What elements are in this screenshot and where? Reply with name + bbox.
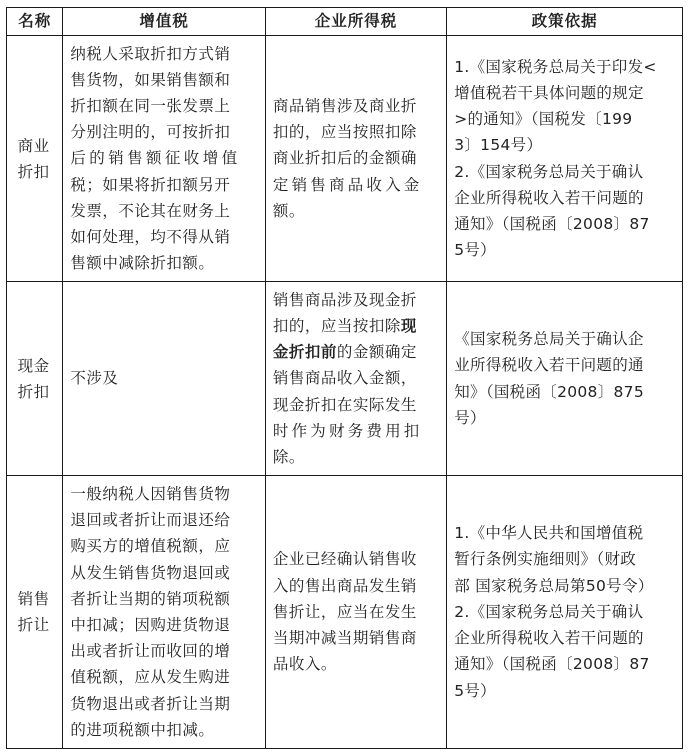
vat-cell [63,476,265,749]
vat-text-line: 发票，不论其在财务上 [70,201,231,220]
cit-text-line: 销售商品收入金额， [272,369,417,388]
policy-cell [447,476,683,749]
row-name-line: 商业 [17,136,50,155]
policy-text-line: 暂行条例实施细则》（财政 [454,550,637,569]
cit-text-line: 品收入。 [272,655,337,674]
cit-text-line [273,313,440,339]
cit-text-line: 扣的，应当按照扣除 [272,123,417,142]
cit-text-line: 除。 [272,448,305,466]
cit-cell [265,282,446,476]
vat-text-line: 出或者折让而收回的增 [70,642,231,661]
cit-text-segment: 扣的，应当按扣除 [272,316,401,335]
vat-text-line: 从发生销售货物退回或 [70,563,231,582]
cit-bold-segment: 金折扣前 [272,343,337,362]
vat-cell [63,36,265,282]
cit-text-line: 销售商品涉及现金折 [272,290,417,309]
vat-text-line: 纳税人采取折扣方式销 [70,44,231,63]
policy-text-line: 3〕154号） [454,136,543,155]
row-name-line: 折让 [17,616,50,634]
header-row [7,8,683,36]
cit-text-line: 现金折扣在实际发生 [272,395,417,414]
policy-text-line: 知》（国税函〔2008〕875 [454,382,645,401]
vat-text-line: 购买方的增值税额，应 [70,537,231,556]
cit-text-line: 售折让，应当在发生 [272,602,417,621]
vat-text-line: 折扣额在同一张发票上 [70,96,231,115]
cit-bold-segment: 现 [400,316,417,335]
vat-text-line: 中扣减；因购进货物退 [70,616,231,634]
vat-text-line: 一般纳税人因销售货物 [70,484,231,503]
policy-cell [447,282,683,476]
vat-text-line: 的进项税额中扣减。 [70,720,215,739]
cit-text-segment: 的金额确定 [336,343,417,362]
policy-text-line: 号） [454,408,486,427]
cit-text-line: 商业折扣后的金额确 [272,149,417,168]
cit-text-line: 额。 [272,201,305,220]
cit-text-line: 时作为财务费用扣 [272,421,423,440]
policy-text-line: 1.《国家税务总局关于印发< [454,57,657,76]
vat-text-line: 分别注明的，可按折扣 [70,123,231,142]
policy-text-line: 业所得税收入若干问题的通 [454,356,644,375]
policy-text-line: 企业所得税收入若干问题的 [454,629,644,648]
vat-text-line: 后的销售额征收增值 [70,149,241,168]
vat-text-line: 值税额，应从发生购进 [70,668,231,687]
row-name-line: 折扣 [17,382,50,401]
vat-text-line: 者折让当期的销项税额 [70,589,231,608]
cit-cell [265,36,446,282]
vat-text-line: 不涉及 [70,369,119,388]
policy-text-line: 增值税若干具体问题的规定 [454,83,644,102]
vat-cell [63,282,265,476]
cit-text-line: 企业已经确认销售收 [272,550,417,569]
row-name-cell [7,476,63,749]
discount-tax-comparison-table [6,7,683,749]
vat-text-line: 售额中减除折扣额。 [70,254,215,273]
cit-cell [265,476,446,749]
table-row-cash-discount [7,282,683,476]
header-vat: 增值税 [63,8,265,36]
header-name: 名称 [7,8,63,36]
vat-text-line: 退回或者折让而退还给 [70,511,231,530]
vat-text-line: 如何处理，均不得从销 [70,228,231,246]
cit-text-line [273,339,440,365]
row-name-cell [7,282,63,476]
row-name-cell [7,36,63,282]
vat-text-line: 售货物，如果销售额和 [70,70,231,89]
cit-text-line: 当期冲减当期销售商 [272,629,417,648]
policy-text-line: 2.《国家税务总局关于确认 [454,162,644,181]
policy-text-line: 1.《中华人民共和国增值税 [454,524,644,543]
vat-text-line: 货物退出或者折让当期 [70,694,231,713]
policy-text-line: 2.《国家税务总局关于确认 [454,602,644,621]
vat-text-line: 税；如果将折扣额另开 [70,175,231,194]
policy-cell [447,36,683,282]
row-name-line: 现金 [17,356,50,375]
row-name-line: 折扣 [17,162,50,181]
policy-text-line: 5号） [454,681,496,700]
row-name-line: 销售 [17,590,50,608]
policy-text-line: >的通知》（国税发〔199 [454,110,633,129]
header-policy: 政策依据 [447,8,683,36]
policy-text-line: 通知》（国税函〔2008〕87 [454,214,650,233]
policy-text-line: 5号） [454,241,496,260]
policy-text-line: 《国家税务总局关于确认企 [454,330,644,349]
cit-text-line: 定销售商品收入金 [272,175,423,194]
policy-text-line: 企业所得税收入若干问题的 [454,188,644,207]
table-row-sales-allowance [7,476,683,749]
policy-text-line: 通知》（国税函〔2008〕87 [454,655,650,674]
table-row-commercial-discount [7,36,683,282]
cit-text-line: 入的售出商品发生销 [272,576,417,595]
cit-text-line: 商品销售涉及商业折 [272,96,417,115]
header-cit: 企业所得税 [265,8,446,36]
policy-text-line: 部 国家税务总局第50号令） [454,576,654,595]
